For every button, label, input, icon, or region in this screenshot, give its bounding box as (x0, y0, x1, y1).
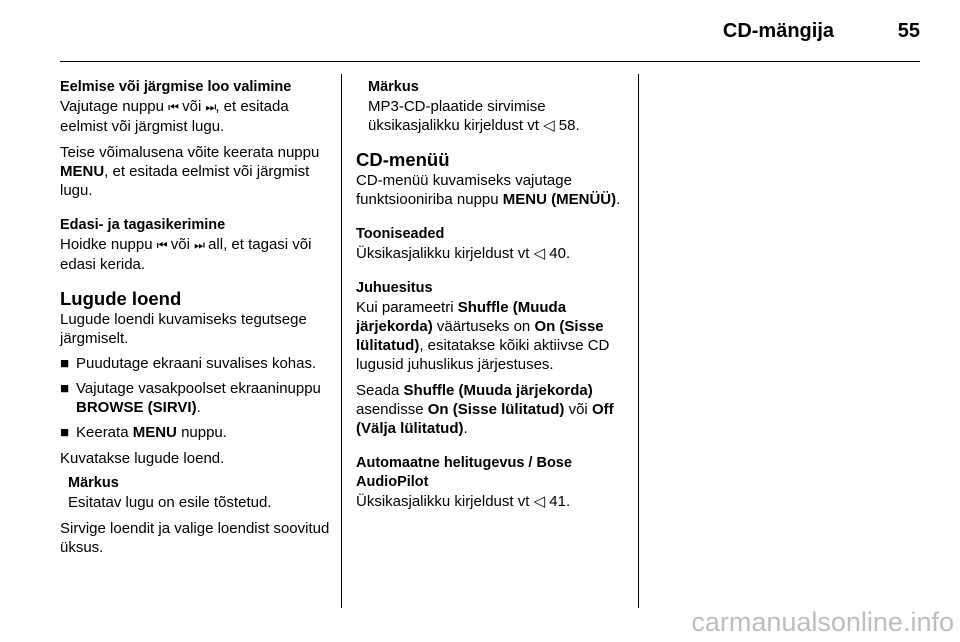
watermark: carmanualsonline.info (691, 607, 954, 637)
header-rule (60, 61, 920, 62)
note-box (60, 474, 330, 512)
text-span: , et esitada eelmist või järgmist lugu. (60, 98, 289, 135)
column-left (60, 78, 330, 557)
text-span: Keerata (76, 424, 129, 441)
shuffle-text-2 (356, 381, 628, 438)
column-middle (356, 78, 628, 511)
text-span: CD-menüü kuvamiseks vajutage funktsiooniriba nuppu (356, 172, 572, 208)
text-span: , esitatakse kõiki aktiivse CD lugusid juhuslikus järjestuses. (356, 337, 610, 373)
page-reference: 41. (549, 493, 571, 510)
text-span: Kui parameetri (356, 299, 454, 316)
track-list-browse: Sirvige loendit ja valige loendist soovitud üksus. (60, 520, 330, 556)
shuffle-heading: Juhuesitus (356, 280, 433, 296)
shuffle-text-1 (356, 298, 628, 374)
text-span: MP3-CD-plaatide sirvimise üksikasjalikku kirjeldust vt (368, 98, 546, 134)
text-span: Üksikasjalikku kirjeldust vt (356, 493, 530, 510)
text-span: all, et tagasi või edasi kerida. (60, 236, 312, 273)
page-reference: 40. (549, 245, 571, 262)
on-label: On (Sisse lülitatud) (356, 318, 604, 354)
page-reference: 58. (558, 117, 580, 134)
bullet-icon: ■ (60, 424, 70, 441)
off-label: Off (Välja lülitatud) (356, 401, 614, 437)
menu-label: MENU (60, 163, 105, 180)
menu-label: MENU (132, 424, 177, 441)
seek-text (60, 235, 330, 274)
text-span: . (463, 420, 468, 437)
text-span: . (616, 191, 621, 208)
chapter-title: CD-mängija (722, 20, 834, 42)
list-item (60, 354, 330, 373)
bullet-icon: ■ (60, 355, 70, 372)
text-span: väärtuseks on (436, 318, 531, 335)
prev-track-icon: ⏮ (168, 100, 178, 114)
track-select-text-2 (60, 143, 330, 200)
tone-heading: Tooniseaded (356, 226, 445, 242)
text-span: , et esitada eelmist või järgmist lugu. (60, 163, 310, 199)
text-span: Vajutage vasakpoolset ekraaninuppu (76, 380, 321, 397)
cd-menu-title: CD-menüü (356, 149, 450, 170)
text-span: Teise võimalusena võite keerata nuppu (60, 144, 320, 161)
note-label: Märkus (68, 475, 119, 491)
column-divider-right (638, 74, 639, 608)
reference-arrow-icon: ◁ (543, 117, 555, 134)
on-label: On (Sisse lülitatud) (427, 401, 565, 418)
bullet-icon: ■ (60, 380, 70, 397)
text-span: Hoidke nuppu (60, 236, 153, 253)
text-span: nuppu. (181, 424, 227, 441)
page-number: 55 (897, 20, 920, 42)
text-span: või (568, 401, 588, 418)
list-item (60, 379, 330, 417)
text-span: või (182, 98, 202, 115)
reference-arrow-icon: ◁ (533, 245, 546, 262)
track-list-title: Lugude loend (60, 288, 182, 309)
auto-volume-text (356, 492, 628, 511)
text-span: asendisse (356, 401, 424, 418)
menu-label: MENU (MENÜÜ) (502, 191, 617, 208)
prev-track-icon: ⏮ (156, 238, 167, 252)
text-span: Seada (356, 382, 400, 399)
note-text: Esitatav lugu on esile tõstetud. (68, 494, 272, 511)
cd-menu-text (356, 171, 628, 209)
browse-label: BROWSE (SIRVI) (76, 399, 197, 416)
column-divider-left (341, 74, 342, 608)
text-span: Puudutage ekraani suvalises kohas. (76, 355, 317, 372)
text-span: . (196, 399, 201, 416)
shuffle-label: Shuffle (Muuda järjekorda) (403, 382, 593, 399)
auto-volume-heading: Automaatne helitugevus / Bose AudioPilot (356, 455, 572, 490)
track-select-text-1 (60, 97, 330, 136)
text-span: Üksikasjalikku kirjeldust vt (356, 245, 530, 262)
list-item (60, 423, 330, 442)
tone-text (356, 244, 628, 263)
text-span: või (170, 236, 190, 253)
track-list-shown: Kuvatakse lugude loend. (60, 450, 225, 467)
note-label: Märkus (368, 79, 419, 95)
seek-heading: Edasi- ja tagasikerimine (60, 217, 226, 233)
next-track-icon: ⏭ (194, 238, 204, 252)
track-list-intro: Lugude loendi kuvamiseks tegutsege järgmiselt. (60, 311, 307, 347)
note-box (356, 78, 628, 135)
next-track-icon: ⏭ (205, 100, 216, 114)
reference-arrow-icon: ◁ (533, 493, 546, 510)
shuffle-label: Shuffle (Muuda järjekorda) (356, 299, 567, 335)
track-select-heading: Eelmise või järgmise loo valimine (60, 79, 292, 95)
note-text (368, 97, 628, 135)
text-span: Vajutage nuppu (60, 98, 164, 115)
